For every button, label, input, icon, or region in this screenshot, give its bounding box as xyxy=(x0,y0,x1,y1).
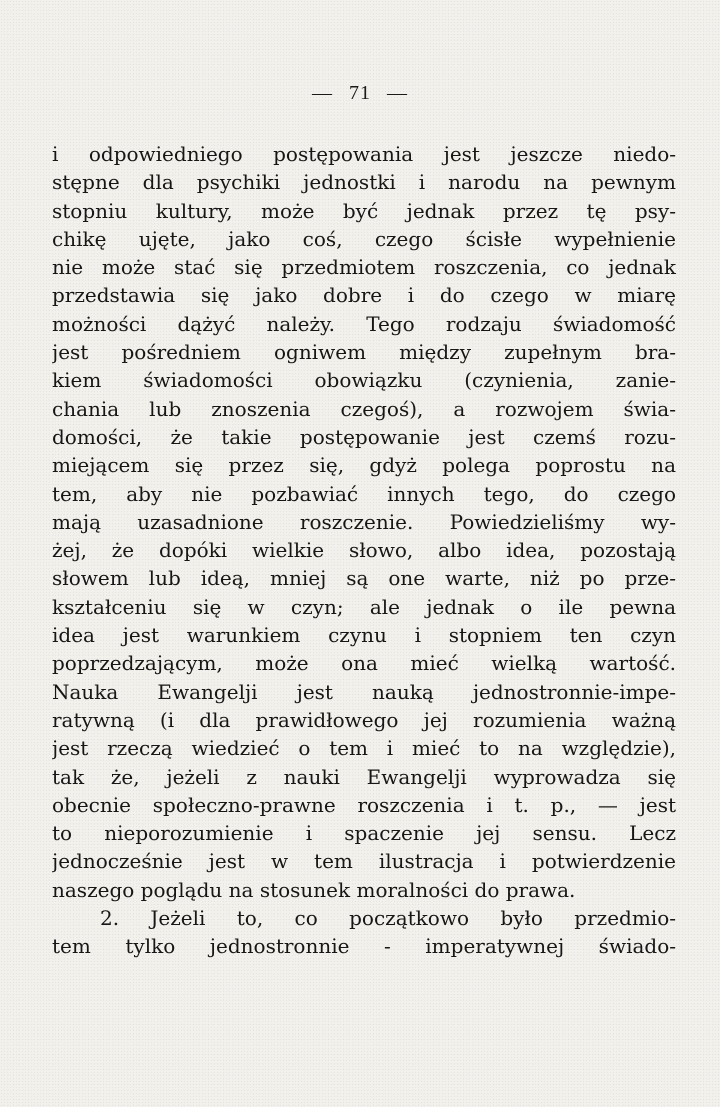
text-line: 2. Jeżeli to, co początkowo było przedmio- xyxy=(100,906,676,931)
text-line: naszego poglądu na stosunek moralności do prawa. xyxy=(52,877,576,902)
text-line: jest pośredniem ogniwem między zupełnym bra- xyxy=(52,340,676,365)
text-line: kształceniu się w czyn; ale jednak o ile pewna xyxy=(52,594,676,619)
text-line: żej, że dopóki wielkie słowo, albo idea, pozostają xyxy=(52,538,676,563)
text-line: i odpowiedniego postępowania jest jeszcze niedo- xyxy=(52,142,676,166)
text-line: stopniu kultury, może być jednak przez tę psy- xyxy=(52,198,676,223)
text-line: jednocześnie jest w tem ilustracja i potwierdzenie xyxy=(52,849,676,874)
page-number: 71 xyxy=(349,82,371,104)
text-line: mają uzasadnione roszczenie. Powiedzieliśmy wy- xyxy=(52,509,676,534)
page-number-dash-left: — xyxy=(312,82,333,104)
text-line: tak że, jeżeli z nauki Ewangelji wyprowadza się xyxy=(52,764,676,789)
text-line: Nauka Ewangelji jest nauką jednostronnie-impe- xyxy=(52,679,676,704)
text-line: obecnie społeczno-prawne roszczenia i t. p., — jest xyxy=(52,792,676,817)
text-line: to nieporozumienie i spaczenie jej sensu. Lecz xyxy=(52,821,676,846)
text-line: chania lub znoszenia czegoś), a rozwojem świa- xyxy=(52,396,676,421)
text-line: domości, że takie postępowanie jest czemś rozu- xyxy=(52,424,676,449)
text-line: nie może stać się przedmiotem roszczenia, co jednak xyxy=(52,255,676,280)
text-line: tem, aby nie pozbawiać innych tego, do czego xyxy=(52,481,676,506)
text-line: stępne dla psychiki jednostki i narodu na pewnym xyxy=(52,170,676,195)
text-line: chikę ujęte, jako coś, czego ścisłe wypełnienie xyxy=(52,226,676,251)
text-line: przedstawia się jako dobre i do czego w miarę xyxy=(52,283,676,308)
text-line: miejącem się przez się, gdyż polega poprostu na xyxy=(52,453,676,478)
text-line: idea jest warunkiem czynu i stopniem ten czyn xyxy=(52,623,676,648)
text-line: możności dążyć należy. Tego rodzaju świadomość xyxy=(52,311,676,336)
text-line: poprzedzającym, może ona mieć wielką wartość. xyxy=(52,651,676,676)
text-line: jest rzeczą wiedzieć o tem i mieć to na względzie), xyxy=(52,736,676,761)
body-text xyxy=(52,140,676,961)
page-number-header xyxy=(0,82,720,105)
text-line: ratywną (i dla prawidłowego jej rozumienia ważną xyxy=(52,707,676,732)
page-number-dash-right: — xyxy=(387,82,408,104)
text-line: kiem świadomości obowiązku (czynienia, zanie- xyxy=(52,368,676,393)
text-line: słowem lub ideą, mniej są one warte, niż po prze- xyxy=(52,566,676,591)
text-line: tem tylko jednostronnie - imperatywnej świado- xyxy=(52,934,676,959)
